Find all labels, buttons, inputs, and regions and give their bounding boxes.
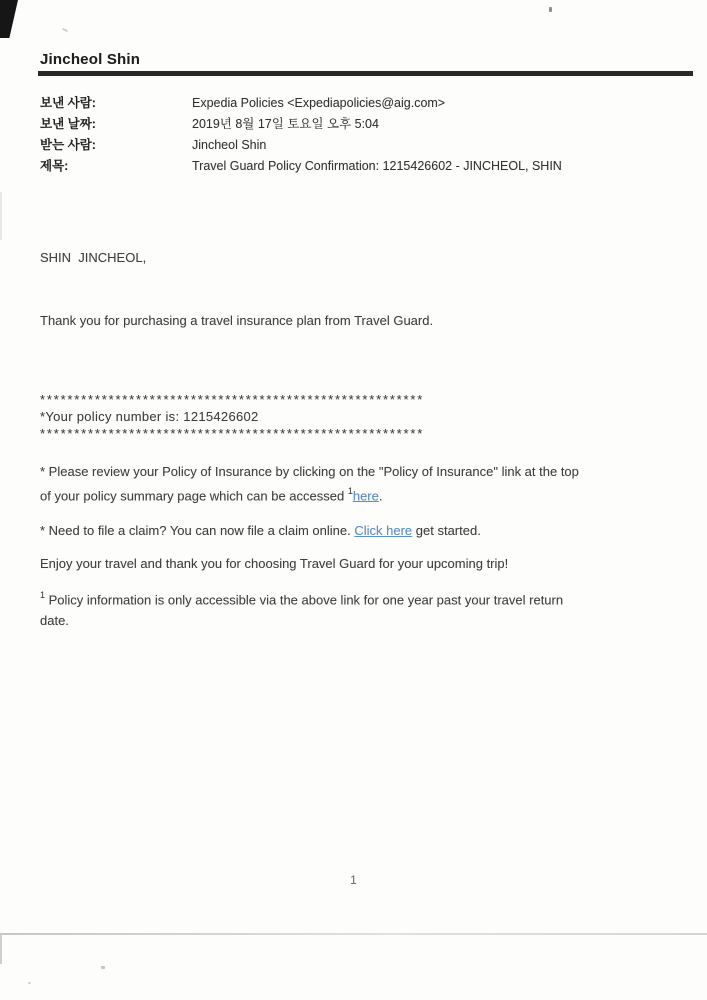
- scan-corner-artifact: [0, 0, 18, 38]
- footnote-line-1: [40, 586, 670, 610]
- footnote-ref-superscript: 1: [347, 486, 353, 496]
- to-label: 받는 사람:: [40, 138, 96, 152]
- email-body: [40, 205, 670, 631]
- page-number: 1: [350, 875, 357, 887]
- here-link[interactable]: here: [352, 488, 379, 504]
- review-line-2-text: of your policy summary page which can be accessed: [40, 488, 348, 504]
- scan-page-edge-line: [0, 933, 707, 935]
- email-header-fields: [40, 93, 670, 177]
- date-label: 보낸 날짜:: [40, 117, 96, 131]
- review-paragraph: [40, 462, 670, 506]
- footnote-line-2: date.: [40, 612, 69, 628]
- claim-text-post: get started.: [412, 523, 481, 539]
- claim-paragraph: [40, 521, 670, 541]
- click-here-link[interactable]: Click here: [354, 523, 413, 539]
- intro-line: Thank you for purchasing a travel insurance plan from Travel Guard.: [40, 313, 434, 328]
- footnote-text: Policy information is only accessible via the above link for one year past your travel return: [45, 592, 564, 608]
- from-value: Expedia Policies <Expediapolicies@aig.com>: [192, 96, 446, 110]
- policy-number-block: [40, 391, 670, 442]
- review-line-2: [40, 482, 670, 506]
- asterisk-line: ********************************************************: [40, 392, 425, 407]
- scan-speck: [28, 982, 31, 984]
- field-row-subject: [40, 156, 670, 177]
- field-row-to: [40, 135, 670, 156]
- asterisk-line: ********************************************************: [40, 426, 425, 441]
- review-line-2-period: .: [378, 488, 383, 504]
- from-label: 보낸 사람:: [40, 96, 96, 110]
- review-line-1: * Please review your Policy of Insurance by clicking on the "Policy of Insurance" link at the top: [40, 464, 579, 479]
- subject-value: Travel Guard Policy Confirmation: 1215426602 - JINCHEOL, SHIN: [192, 159, 562, 173]
- scan-page-edge-corner: [0, 934, 2, 964]
- policy-number-line: *Your policy number is: 1215426602: [40, 409, 259, 424]
- salutation: SHIN JINCHEOL,: [40, 250, 147, 265]
- field-row-from: [40, 93, 670, 114]
- to-value: Jincheol Shin: [192, 138, 267, 152]
- header-rule: [38, 71, 693, 76]
- footnote-paragraph: [40, 586, 670, 630]
- enjoy-paragraph: Enjoy your travel and thank you for choosing Travel Guard for your upcoming trip!: [40, 556, 509, 572]
- scan-speck: [101, 966, 105, 969]
- scan-edge-smudge: [0, 192, 2, 240]
- page-title: Jincheol Shin: [40, 51, 141, 68]
- field-row-date: [40, 114, 670, 135]
- email-content: [40, 0, 670, 631]
- footnote-superscript: 1: [40, 590, 46, 601]
- claim-text-pre: * Need to file a claim? You can now file a claim online.: [40, 523, 355, 539]
- date-value: 2019년 8월 17일 토요일 오후 5:04: [192, 117, 379, 131]
- salutation-block: [40, 205, 670, 373]
- subject-label: 제목:: [40, 159, 69, 173]
